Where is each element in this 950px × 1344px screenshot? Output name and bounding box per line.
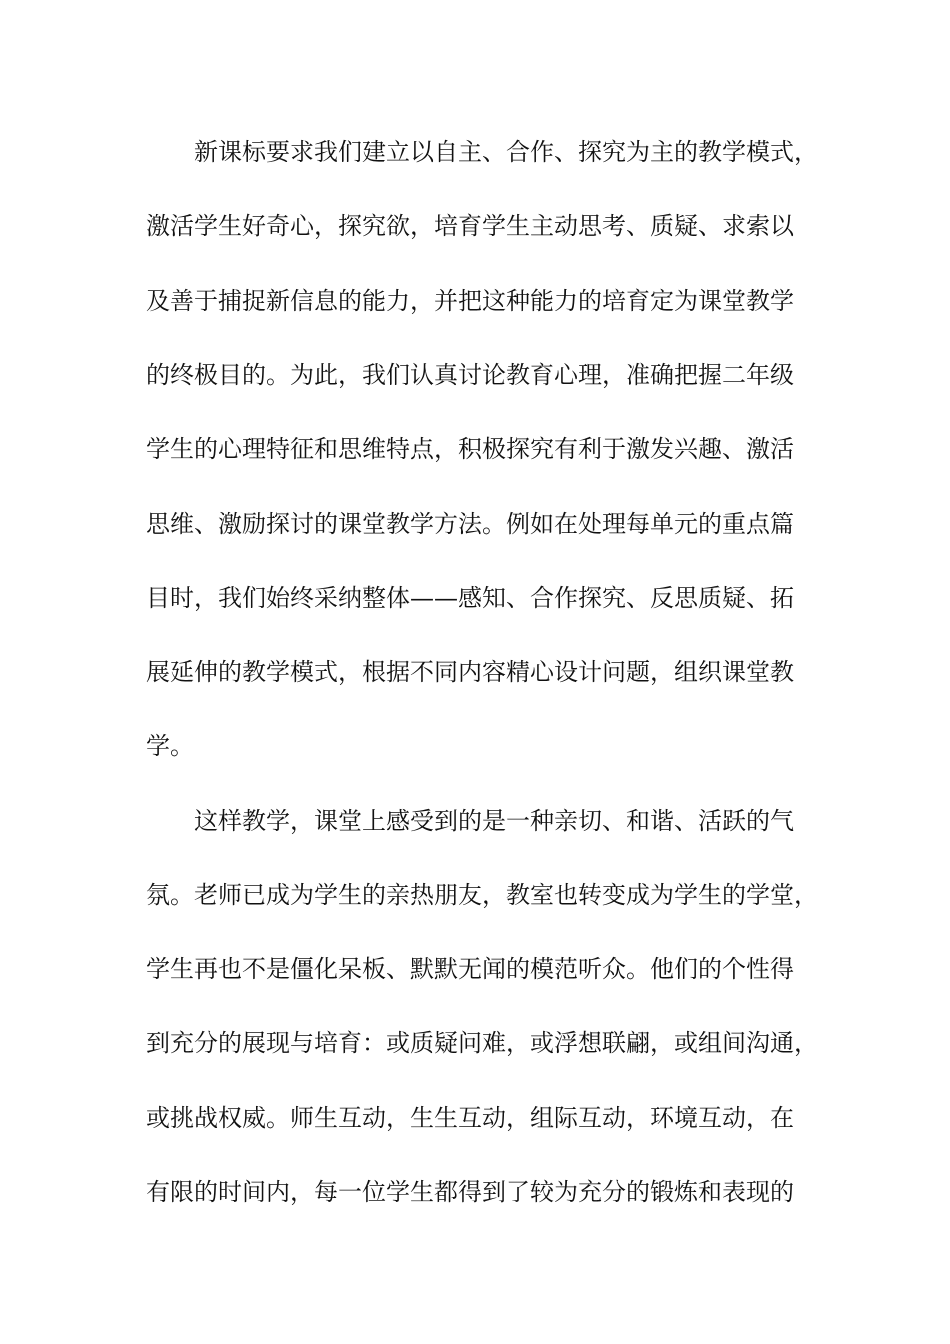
paragraph-1-line-7: 目时，我们始终采纳整体——感知、合作探究、反思质疑、拓 [146,584,794,612]
paragraph-1-line-9: 学。 [146,732,194,760]
paragraph-1-line-3: 及善于捕捉新信息的能力，并把这种能力的培育定为课堂教学 [146,287,794,315]
paragraph-1-line-4: 的终极目的。为此，我们认真讨论教育心理，准确把握二年级 [146,361,794,389]
paragraph-2-line-1: 这样教学，课堂上感受到的是一种亲切、和谐、活跃的气 [194,807,794,835]
paragraph-2-line-3: 学生再也不是僵化呆板、默默无闻的模范听众。他们的个性得 [146,955,794,983]
paragraph-1-line-8: 展延伸的教学模式，根据不同内容精心设计问题，组织课堂教 [146,658,794,686]
paragraph-1-line-5: 学生的心理特征和思维特点，积极探究有利于激发兴趣、激活 [146,435,794,463]
paragraph-2-line-6: 有限的时间内，每一位学生都得到了较为充分的锻炼和表现的 [146,1178,794,1206]
paragraph-1-line-6: 思维、激励探讨的课堂教学方法。例如在处理每单元的重点篇 [146,510,794,538]
paragraph-1-line-1: 新课标要求我们建立以自主、合作、探究为主的教学模式， [194,138,818,166]
paragraph-2-line-5: 或挑战权威。师生互动，生生互动，组际互动，环境互动，在 [146,1104,794,1132]
paragraph-1-line-2: 激活学生好奇心，探究欲，培育学生主动思考、质疑、求索以 [146,212,794,240]
paragraph-2-line-4: 到充分的展现与培育：或质疑问难，或浮想联翩，或组间沟通， [146,1029,818,1057]
paragraph-2-line-2: 氛。老师已成为学生的亲热朋友，教室也转变成为学生的学堂， [146,881,818,909]
